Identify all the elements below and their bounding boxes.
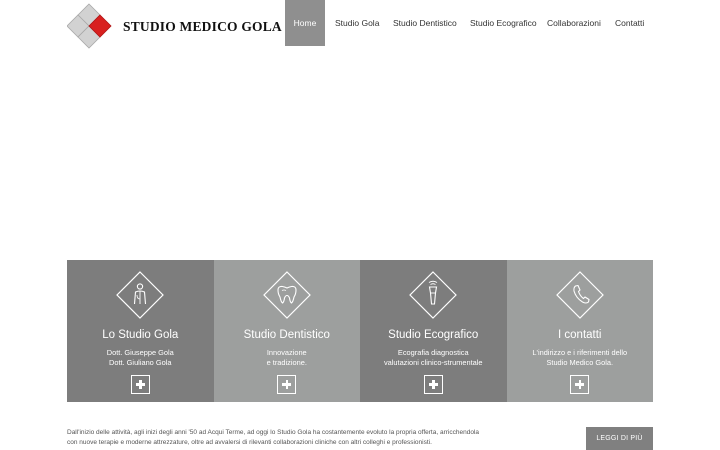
tile-subtitle-line: e tradizione. [266, 358, 307, 367]
ultrasound-probe-icon [409, 271, 457, 319]
tile-subtitle-line: valutazioni clinico-strumentale [383, 358, 483, 367]
phone-icon [556, 271, 604, 319]
logo-text: STUDIO MEDICO GOLA [123, 19, 282, 34]
tile-subtitle-line: Innovazione [266, 348, 307, 357]
tile-subtitle-line: Studio Medico Gola. [546, 358, 614, 367]
tile-subtitle [360, 348, 507, 368]
tile-title: Lo Studio Gola [102, 329, 179, 341]
nav-item-label: Collaborazioni [547, 18, 601, 28]
nav-item-studio-gola[interactable] [325, 0, 393, 46]
nav-item-label: Home [293, 18, 317, 28]
tile-subtitle [507, 348, 654, 368]
tile-subtitle-line: L'indirizzo e i riferimenti dello [532, 348, 628, 357]
nav-item-contatti[interactable] [615, 0, 651, 46]
read-more-button[interactable]: LEGGI DI PIÙ [586, 427, 653, 450]
nav-item-home[interactable] [285, 0, 325, 46]
nav-item-label: Studio Dentistico [393, 18, 457, 28]
nav-item-label: Studio Ecografico [470, 18, 537, 28]
tile-studio-gola[interactable] [67, 260, 214, 402]
tile-studio-dentistico[interactable] [214, 260, 361, 402]
plus-icon[interactable] [570, 375, 589, 394]
tile-title: Studio Dentistico [243, 329, 330, 341]
logo[interactable] [67, 3, 282, 51]
plus-icon[interactable] [424, 375, 443, 394]
tooth-icon [263, 271, 311, 319]
tile-subtitle [214, 348, 361, 368]
plus-icon[interactable] [277, 375, 296, 394]
tile-studio-ecografico[interactable] [360, 260, 507, 402]
nav-item-label: Studio Gola [335, 18, 380, 28]
site-header [0, 0, 720, 46]
plus-icon[interactable] [131, 375, 150, 394]
doctor-icon [116, 271, 164, 319]
tile-subtitle-line: Dott. Giuliano Gola [109, 358, 172, 367]
nav-item-collaborazioni[interactable] [547, 0, 615, 46]
tile-contatti[interactable] [507, 260, 654, 402]
nav-item-label: Contatti [615, 18, 645, 28]
intro-line: con nuove terapie e moderne attrezzature, oltre ad avvalersi di rilevanti collaborazioni cliniche con altri colleghi e professionisti. [67, 439, 432, 446]
feature-tiles [67, 260, 653, 402]
main-nav [285, 0, 651, 46]
tile-title: Studio Ecografico [388, 329, 479, 341]
intro-text [67, 428, 537, 448]
tile-subtitle [67, 348, 214, 368]
logo-diamonds-icon [67, 2, 123, 52]
tile-subtitle-line: Ecografia diagnostica [397, 348, 469, 357]
nav-item-studio-ecografico[interactable] [470, 0, 547, 46]
tile-subtitle-line: Dott. Giuseppe Gola [106, 348, 174, 357]
tile-title: I contatti [558, 329, 602, 341]
nav-item-studio-dentistico[interactable] [393, 0, 470, 46]
intro-line: Dall'inizio delle attività, agli inizi degli anni '50 ad Acqui Terme, ad oggi lo Studio Gola ha costantemente evoluto la propria offerta, arricchendola [67, 429, 479, 436]
